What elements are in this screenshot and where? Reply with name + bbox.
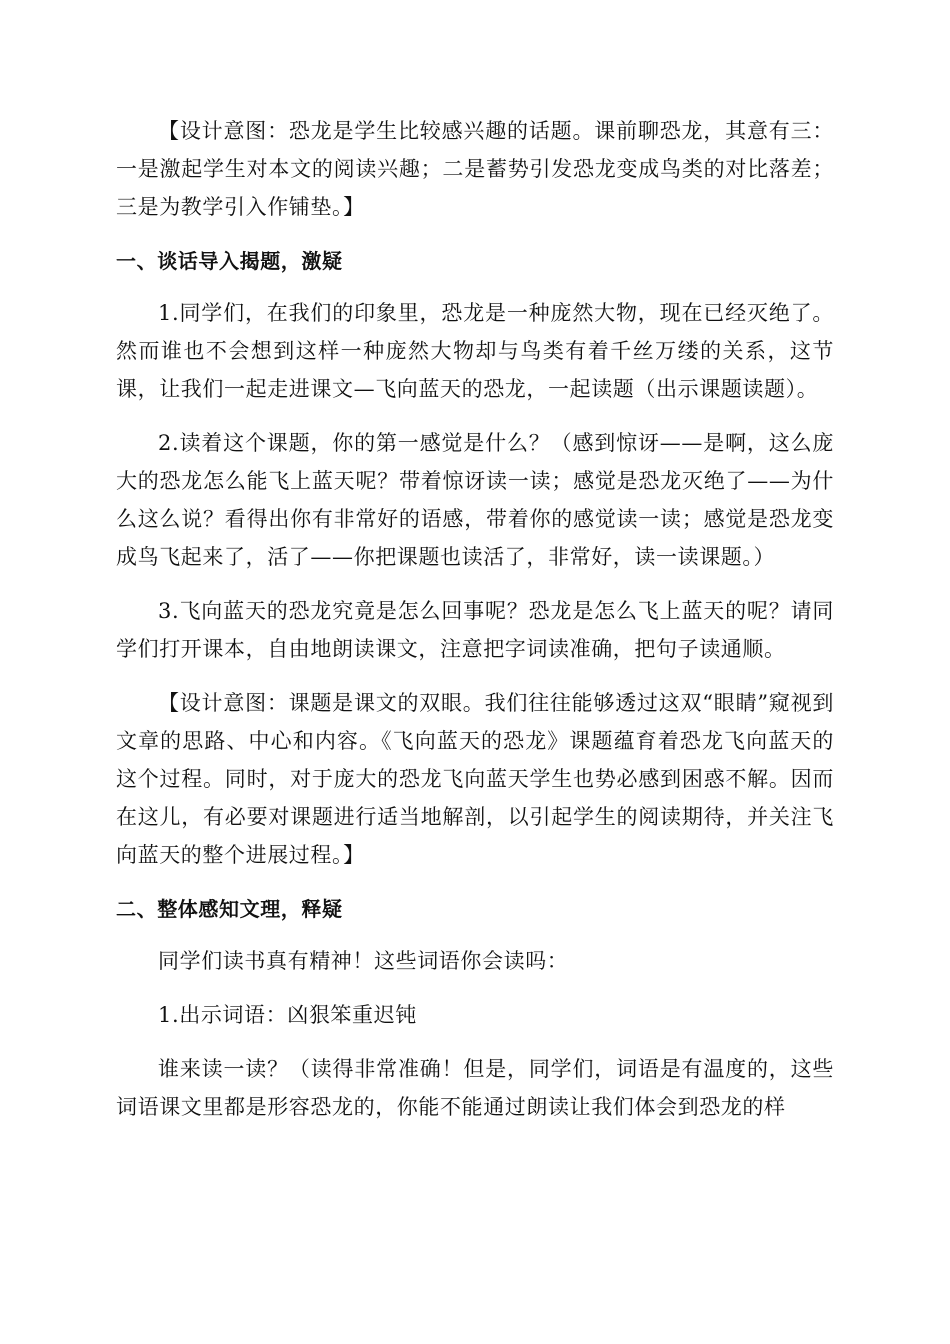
document-page <box>116 112 834 1142</box>
paragraph: 1.出示词语：凶狠笨重迟钝 <box>158 1003 417 1027</box>
design-intent-paragraph: 【设计意图：恐龙是学生比较感兴趣的话题。课前聊恐龙，其意有三：一是激起学生对本文的阅读兴趣；二是蓄势引发恐龙变成鸟类的对比落差；三是为教学引入作铺垫。】 <box>116 119 834 219</box>
paragraph: 同学们读书真有精神！这些词语你会读吗： <box>158 949 569 973</box>
section-heading: 一、谈话导入揭题，激疑 <box>116 249 343 273</box>
paragraph: 谁来读一读？（读得非常准确！但是，同学们，词语是有温度的，这些词语课文里都是形容恐龙的，你能不能通过朗读让我们体会到恐龙的样 <box>116 1057 834 1119</box>
section-heading: 二、整体感知文理，释疑 <box>116 897 343 921</box>
paragraph: 2.读着这个课题，你的第一感觉是什么？（感到惊讶——是啊，这么庞大的恐龙怎么能飞上蓝天呢？带着惊讶读一读；感觉是恐龙灭绝了——为什么这么说？看得出你有非常好的语感，带着你的感觉读一读；感觉是恐龙变成鸟飞起来了，活了——你把课题也读活了，非常好，读一读课题。） <box>116 431 834 569</box>
design-intent-paragraph: 【设计意图：课题是课文的双眼。我们往往能够透过这双“眼睛”窥视到文章的思路、中心和内容。《飞向蓝天的恐龙》课题蕴育着恐龙飞向蓝天的这个过程。同时，对于庞大的恐龙飞向蓝天学生也势必感到困惑不解。因而在这儿，有必要对课题进行适当地解剖，以引起学生的阅读期待，并关注飞向蓝天的整个进展过程。】 <box>116 691 834 867</box>
paragraph: 1.同学们，在我们的印象里，恐龙是一种庞然大物，现在已经灭绝了。然而谁也不会想到这样一种庞然大物却与鸟类有着千丝万缕的关系，这节课，让我们一起走进课文—飞向蓝天的恐龙，一起读题（出示课题读题）。 <box>116 301 834 401</box>
paragraph: 3.飞向蓝天的恐龙究竟是怎么回事呢？恐龙是怎么飞上蓝天的呢？请同学们打开课本，自由地朗读课文，注意把字词读准确，把句子读通顺。 <box>116 599 834 661</box>
